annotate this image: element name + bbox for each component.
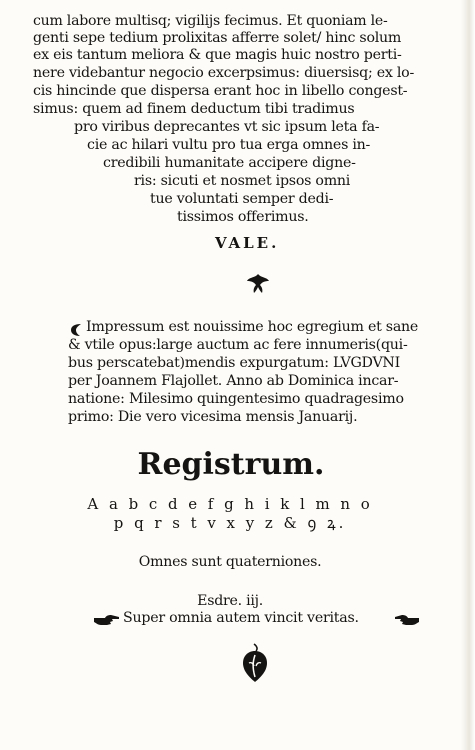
text-line: ris: sicuti et nosmet ipsos omni [134,173,351,189]
fleuron-ornament [245,272,271,294]
text-line: credibili humanitate accipere digne- [103,155,356,171]
text-line: ex eis tantum meliora & que magis huic nostro perti- [33,47,402,63]
text-line: cis hincinde que dispersa erant hoc in libello congest- [33,83,408,99]
text-line: bus perscatebat)mendis expurgatum: LVGDVNI [68,355,400,371]
text-line: Impressum est nouissime hoc egregium et sane [86,319,419,335]
text-line: nere videbantur negocio excerpsimus: diuersisq; ex lo- [33,65,415,81]
scripture-reference: Esdre. iij. [197,593,264,609]
text-line: cum labore multisq; vigilijs fecimus. Et quoniam le- [33,13,388,29]
register-note: Omnes sunt quaterniones. [138,554,322,570]
text-line: & vtile opus:large auctum ac fere innumeris(qui- [68,337,408,353]
register-alphabet-line: p q r s t v x y z & ꝯ ꝝ. [113,514,347,532]
text-line: cie ac hilari vultu pro tua erga omnes in- [87,137,371,153]
hedera-leaf-ornament [240,641,270,683]
text-line: genti sepe tedium prolixitas afferre solet/ hinc solum [33,30,402,46]
text-line: pro viribus deprecantes vt sic ipsum leta fa- [74,119,380,135]
text-line: tue voluntati semper dedi- [150,191,334,207]
pointing-hand-icon [394,612,420,631]
motto-line: Super omnia autem vincit veritas. [123,610,359,626]
pointing-hand-icon [93,612,121,631]
register-alphabet-line: A a b c d e f g h i k l m n o [87,495,373,513]
text-line: per Joannem Flajollet. Anno ab Dominica incar- [68,373,399,389]
text-line: primo: Die vero vicesima mensis Januarij. [68,409,358,425]
text-line: simus: quem ad finem deductum tibi tradimus [33,101,355,117]
vale-line: VALE. [215,234,280,252]
text-line: natione: Milesimo quingentesimo quadragesimo [68,391,404,407]
register-heading: Registrum. [137,447,325,482]
text-line: tissimos offerimus. [177,209,309,225]
page-edge [461,0,475,750]
